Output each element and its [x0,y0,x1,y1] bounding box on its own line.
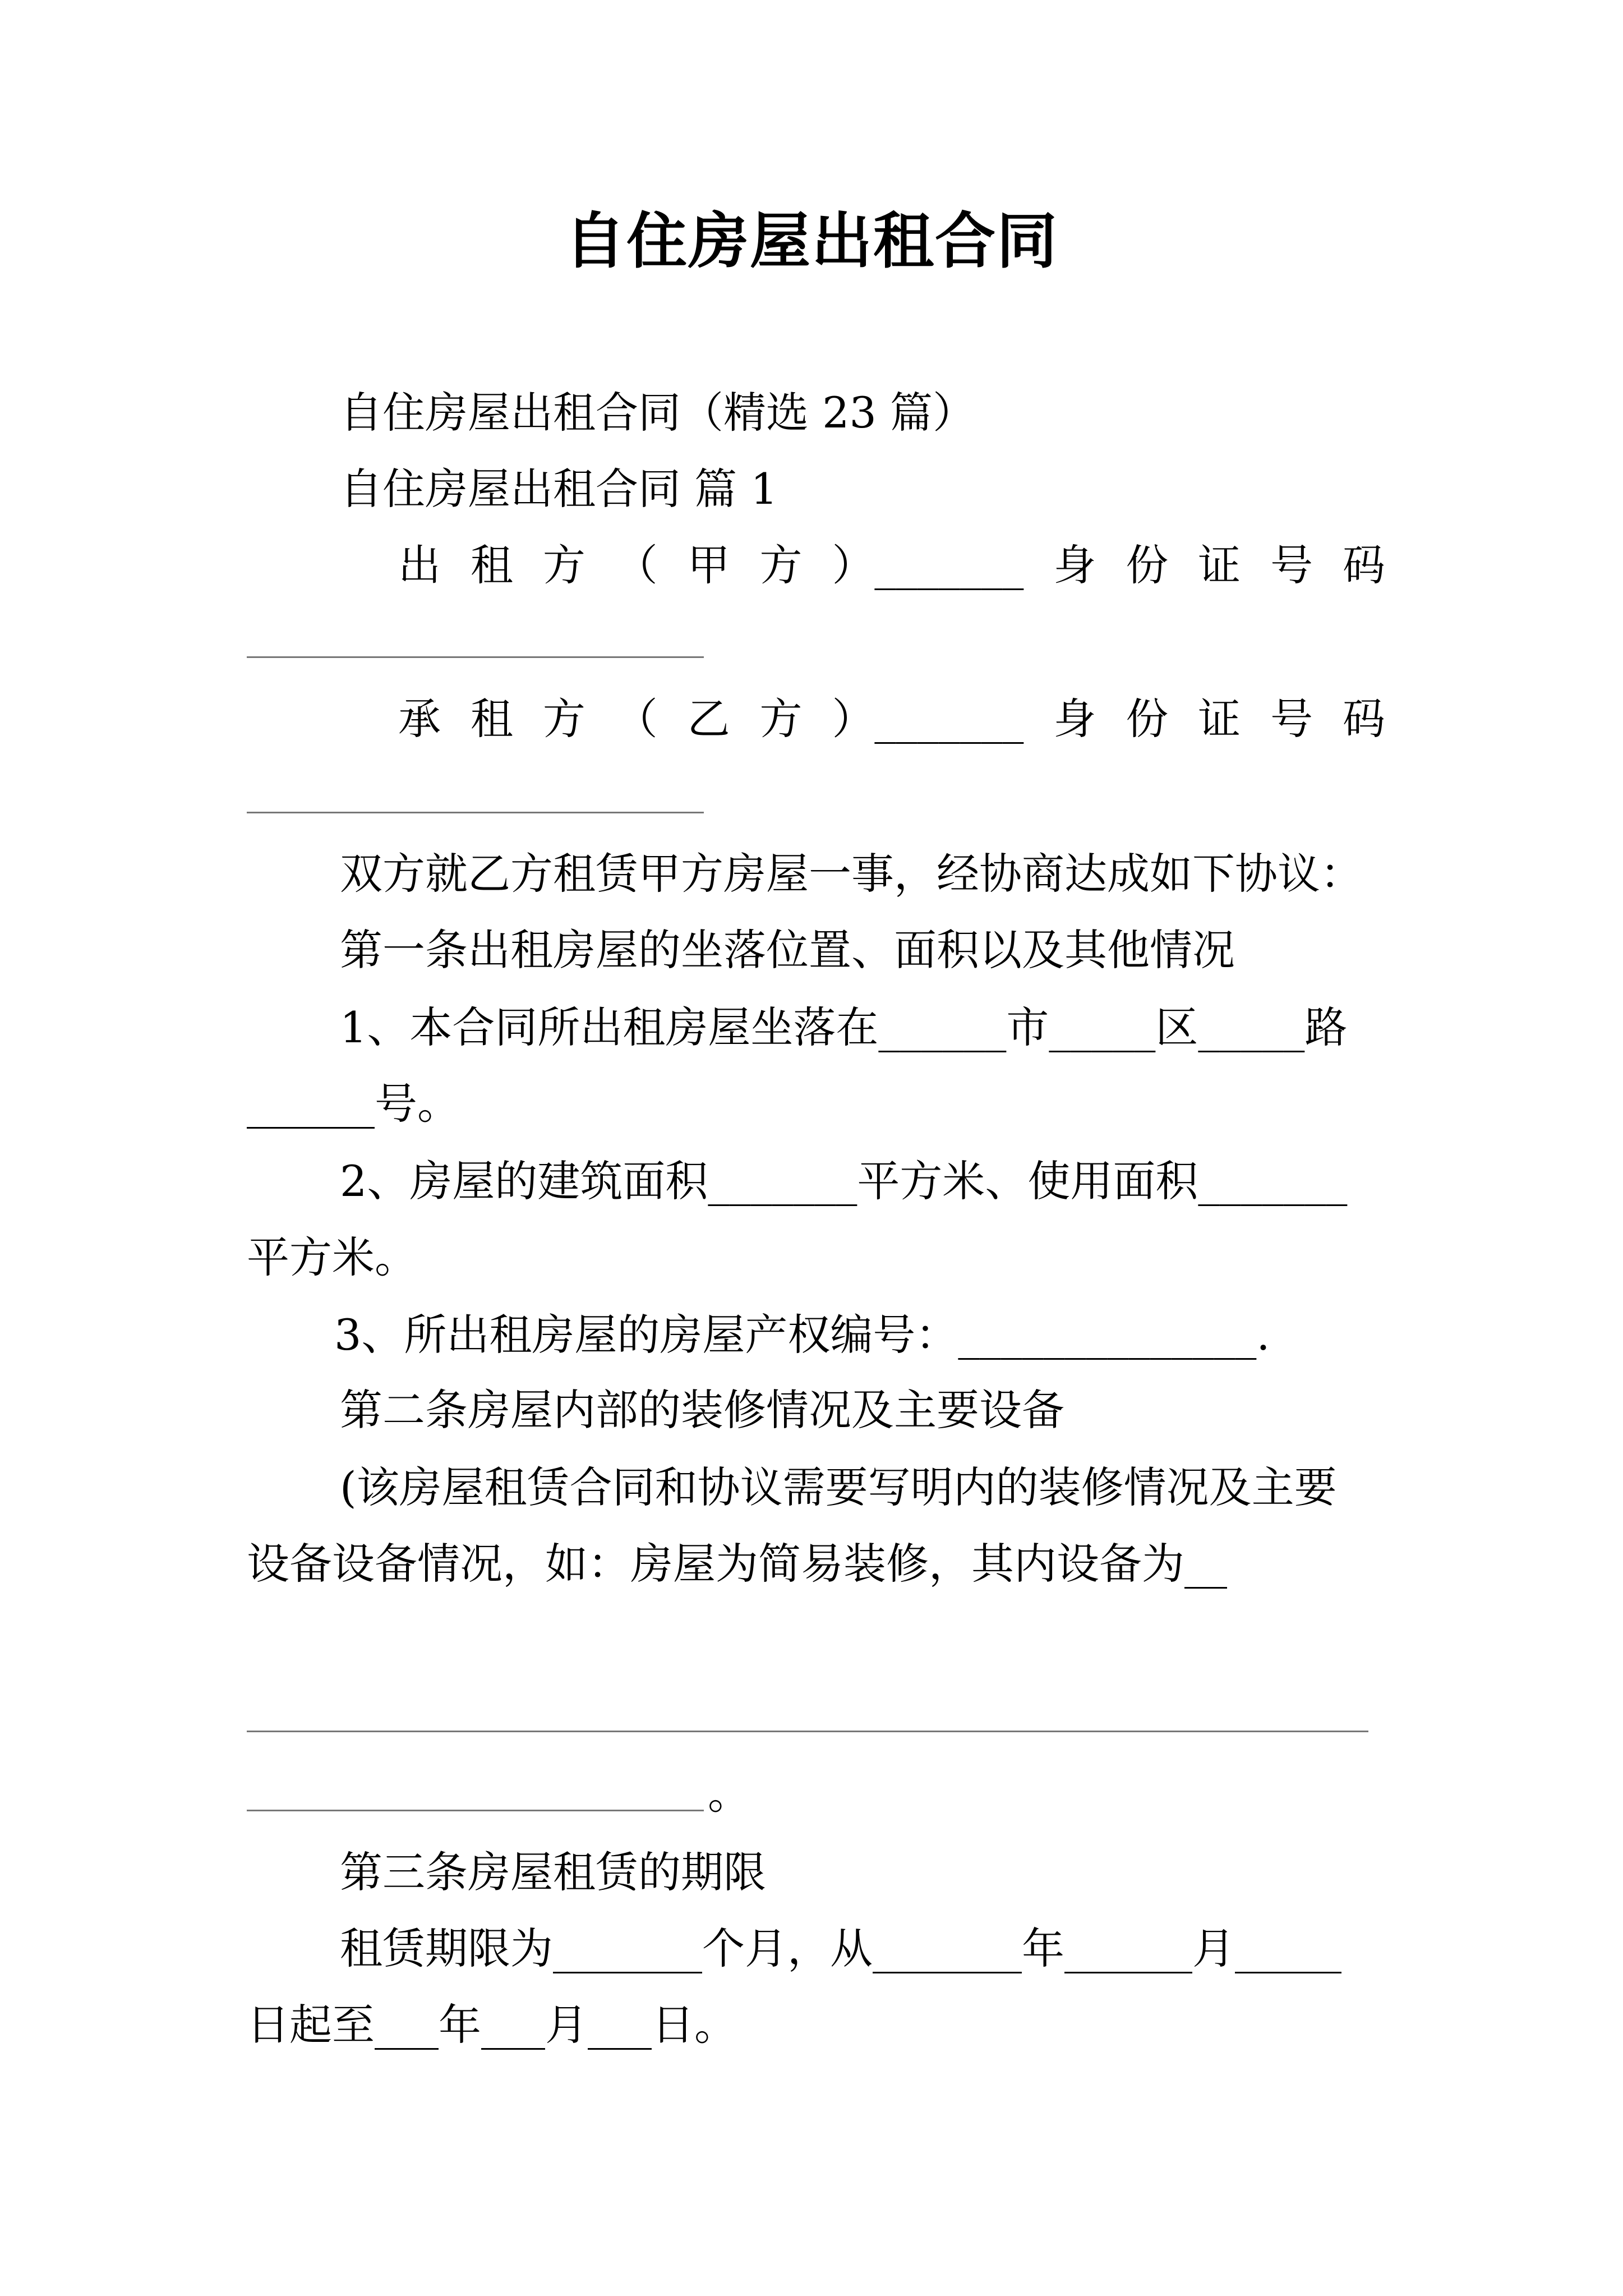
lessee-char: （ [615,694,658,744]
document-subtitle: 自住房屋出租合同（精选 23 篇） [340,388,976,438]
section-heading: 自住房屋出租合同 篇 1 [340,464,778,514]
item-3: 3、所出租房屋的房屋产权编号：______________. [334,1310,1270,1360]
lessee-char: 租 [470,694,513,744]
item-2-line-2: 平方米。 [247,1232,417,1282]
lessor-char: 份 [1126,540,1169,590]
article-3-heading: 第三条房屋租赁的期限 [340,1847,766,1897]
lessor-char: 租 [470,540,513,590]
lessee-line [247,691,1385,747]
term-line-2: 日起至___年___月___日。 [247,2000,737,2050]
lessee-char: 承 [398,694,441,744]
lessor-char: 号 [1270,540,1313,590]
agreement-intro: 双方就乙方租赁甲方房屋一事，经协商达成如下协议： [340,849,1363,899]
article-2-body-line-2: 设备设备情况，如：房屋为简易装修，其内设备为__ [247,1539,1227,1589]
lessor-char: ）_______ [832,540,1024,590]
lessee-char: 份 [1126,694,1169,744]
lessor-char: 方 [759,540,803,590]
article-2-body-line-1: (该房屋租赁合同和协议需要写明内的装修情况及主要 [340,1462,1337,1512]
lessor-id-blank [247,656,704,658]
lessor-char: 方 [542,540,585,590]
equipment-blank-long [247,1731,1368,1732]
lessor-char: 身 [1053,540,1096,590]
lessee-char: ）_______ [832,694,1024,744]
article-2-end: 。 [708,1769,750,1819]
article-2-heading: 第二条房屋内部的装修情况及主要设备 [340,1385,1064,1435]
article-1-heading: 第一条出租房屋的坐落位置、面积以及其他情况 [340,925,1235,975]
lessor-char: 证 [1198,540,1241,590]
lessee-char: 方 [542,694,585,744]
lessee-char: 号 [1270,694,1313,744]
lessee-char: 码 [1342,694,1385,744]
term-line-1: 租赁期限为_______个月，从_______年______月_____ [340,1924,1341,1973]
lessor-char: 码 [1342,540,1385,590]
lessee-char: 方 [759,694,803,744]
lessor-char: 甲 [687,540,730,590]
equipment-blank-short [247,1810,704,1811]
lessee-char: 乙 [687,694,730,744]
lessor-char: （ [615,540,658,590]
lessor-char: 出 [398,540,441,590]
document-title: 自住房屋出租合同 [564,206,1058,277]
lessee-char: 身 [1053,694,1096,744]
item-1-line-2: ______号。 [247,1079,460,1129]
item-1-line-1: 1、本合同所出租房屋坐落在______市_____区_____路 [340,1002,1348,1052]
item-2-line-1: 2、房屋的建筑面积_______平方米、使用面积_______ [340,1156,1348,1206]
lessee-char: 证 [1198,694,1241,744]
lessee-id-blank [247,812,704,813]
lessor-line [247,537,1385,593]
